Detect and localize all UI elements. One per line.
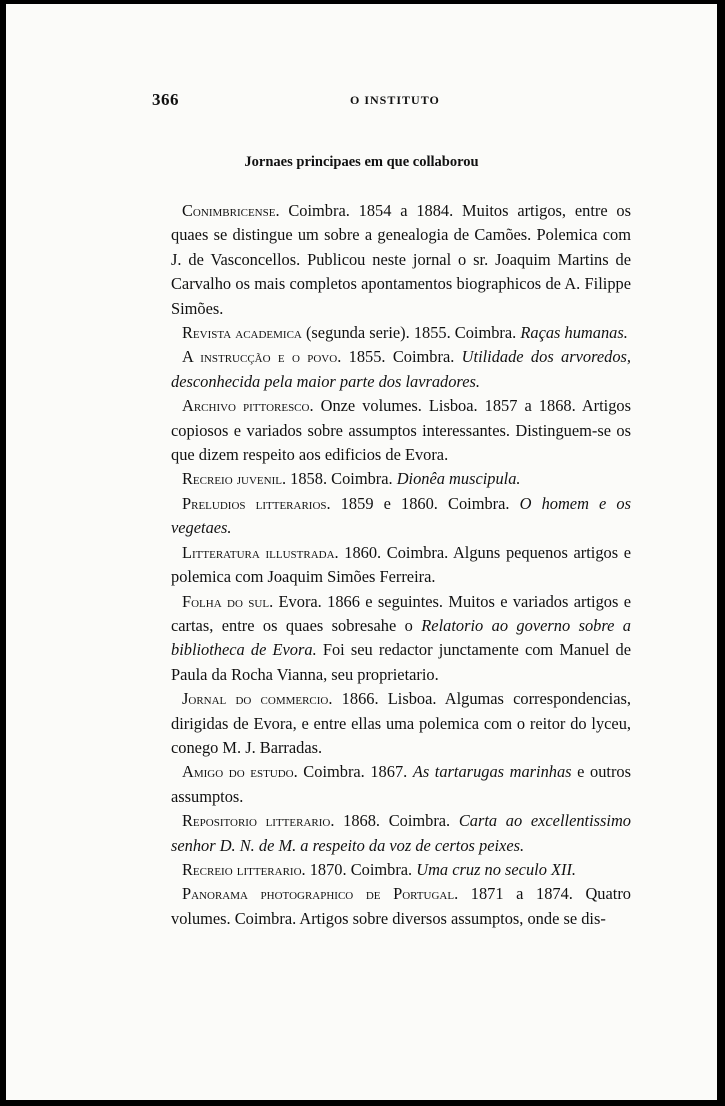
entry-text: . 1858. Coimbra. bbox=[281, 469, 397, 489]
article-title: O homem e os vegetaes. bbox=[171, 493, 631, 538]
entry-repositorio-litterario bbox=[171, 809, 631, 858]
entry-recreio-juvenil bbox=[171, 467, 631, 491]
entry-archivo-pittoresco bbox=[171, 394, 631, 467]
article-title: Raças humanas. bbox=[520, 323, 628, 343]
entry-text: . 1871 a 1874. Quatro volumes. Coimbra. Artigos sobre diversos assumptos, onde se dis- bbox=[171, 884, 631, 928]
journal-name: Repositorio litterario bbox=[182, 811, 331, 831]
article-title: Carta ao excellentissimo senhor D. N. de M. a respeito da voz de certos peixes. bbox=[171, 811, 631, 855]
article-title: As tartarugas marinhas bbox=[412, 762, 572, 782]
entry-litteratura-illustrada bbox=[171, 541, 631, 590]
entry-text: . Coimbra. 1867. bbox=[293, 762, 413, 782]
entry-text-tail: e outros assumptos. bbox=[171, 762, 631, 806]
running-title: O INSTITUTO bbox=[350, 93, 440, 107]
article-title: Utilidade dos arvoredos, desconhecida pela maior parte dos lavradores. bbox=[171, 347, 631, 391]
article-title: Uma cruz no seculo XII. bbox=[416, 859, 577, 879]
journal-name: Folha do sul bbox=[182, 591, 270, 611]
entry-text: . 1855. Coimbra. bbox=[337, 347, 462, 367]
entry-preludios-litterarios bbox=[171, 492, 631, 541]
journal-name: Preludios litterarios bbox=[182, 493, 327, 513]
entry-text: . Evora. 1866 e seguintes. Muitos e variados artigos e cartas, entre os quaes sobresahe o bbox=[171, 591, 631, 635]
journal-name: Revista academica bbox=[182, 323, 302, 343]
entry-text: . 1870. Coimbra. bbox=[301, 859, 417, 879]
entry-conimbricense bbox=[171, 199, 631, 321]
entry-amigo-do-estudo bbox=[171, 760, 631, 809]
journal-name: Conimbricense bbox=[182, 201, 276, 220]
entry-text: . 1859 e 1860. Coimbra. bbox=[326, 493, 520, 513]
entry-text: . 1860. Coimbra. Alguns pequenos artigos e polemica com Joaquim Simões Ferreira. bbox=[171, 542, 631, 587]
journal-name: Amigo do estudo bbox=[182, 762, 294, 782]
entry-text: . Coimbra. 1854 a 1884. Muitos artigos, entre os quaes se distingue um sobre a genealogia de Camões. Polemica com J. de Vasconcellos. Publicou neste jornal o sr. Joaquim Martins de Carvalho os mais completos apontamentos biographicos de A. Filippe Simões. bbox=[171, 201, 631, 318]
journal-name: Recreio juvenil bbox=[182, 469, 282, 489]
book-page bbox=[6, 4, 720, 1100]
entry-text: (segunda serie). 1855. Coimbra. bbox=[301, 323, 521, 343]
entry-text-tail: Foi seu redactor junctamente com Manuel de Paula da Rocha Vianna, seu proprietario. bbox=[171, 640, 632, 684]
section-title: Jornaes principaes em que collaborou bbox=[244, 154, 479, 170]
journal-name: Panorama photographico de Portugal bbox=[182, 884, 455, 904]
entry-text: . Onze volumes. Lisboa. 1857 a 1868. Artigos copiosos e variados sobre assumptos interessantes. Distinguem-se os que dizem respeito aos edificios de Evora. bbox=[171, 396, 631, 465]
journal-name: A instrucção e o povo bbox=[182, 347, 338, 367]
entry-panorama-photographico bbox=[171, 882, 631, 931]
entry-text: . 1868. Coimbra. bbox=[330, 811, 459, 831]
entry-revista-academica bbox=[171, 321, 631, 345]
entry-jornal-do-commercio bbox=[171, 687, 631, 760]
entry-instruccao-povo bbox=[171, 345, 631, 394]
article-title: Dionêa muscipula. bbox=[396, 469, 521, 489]
journal-name: Litteratura illustrada bbox=[182, 542, 335, 562]
journal-name: Recreio litterario bbox=[182, 859, 302, 879]
entries-list bbox=[171, 199, 631, 931]
entry-recreio-litterario bbox=[171, 858, 631, 882]
entry-folha-do-sul bbox=[171, 590, 631, 688]
entry-text: . 1866. Lisboa. Algumas correspondencias, dirigidas de Evora, e entre ellas uma polemica com o reitor do lyceu, conego M. J. Barradas. bbox=[171, 689, 631, 757]
journal-name: Archivo pittoresco bbox=[182, 396, 310, 416]
article-title: Relatorio ao governo sobre a bibliotheca de Evora. bbox=[171, 615, 631, 660]
page-number: 366 bbox=[152, 90, 179, 109]
journal-name: Jornal do commercio bbox=[182, 689, 329, 709]
